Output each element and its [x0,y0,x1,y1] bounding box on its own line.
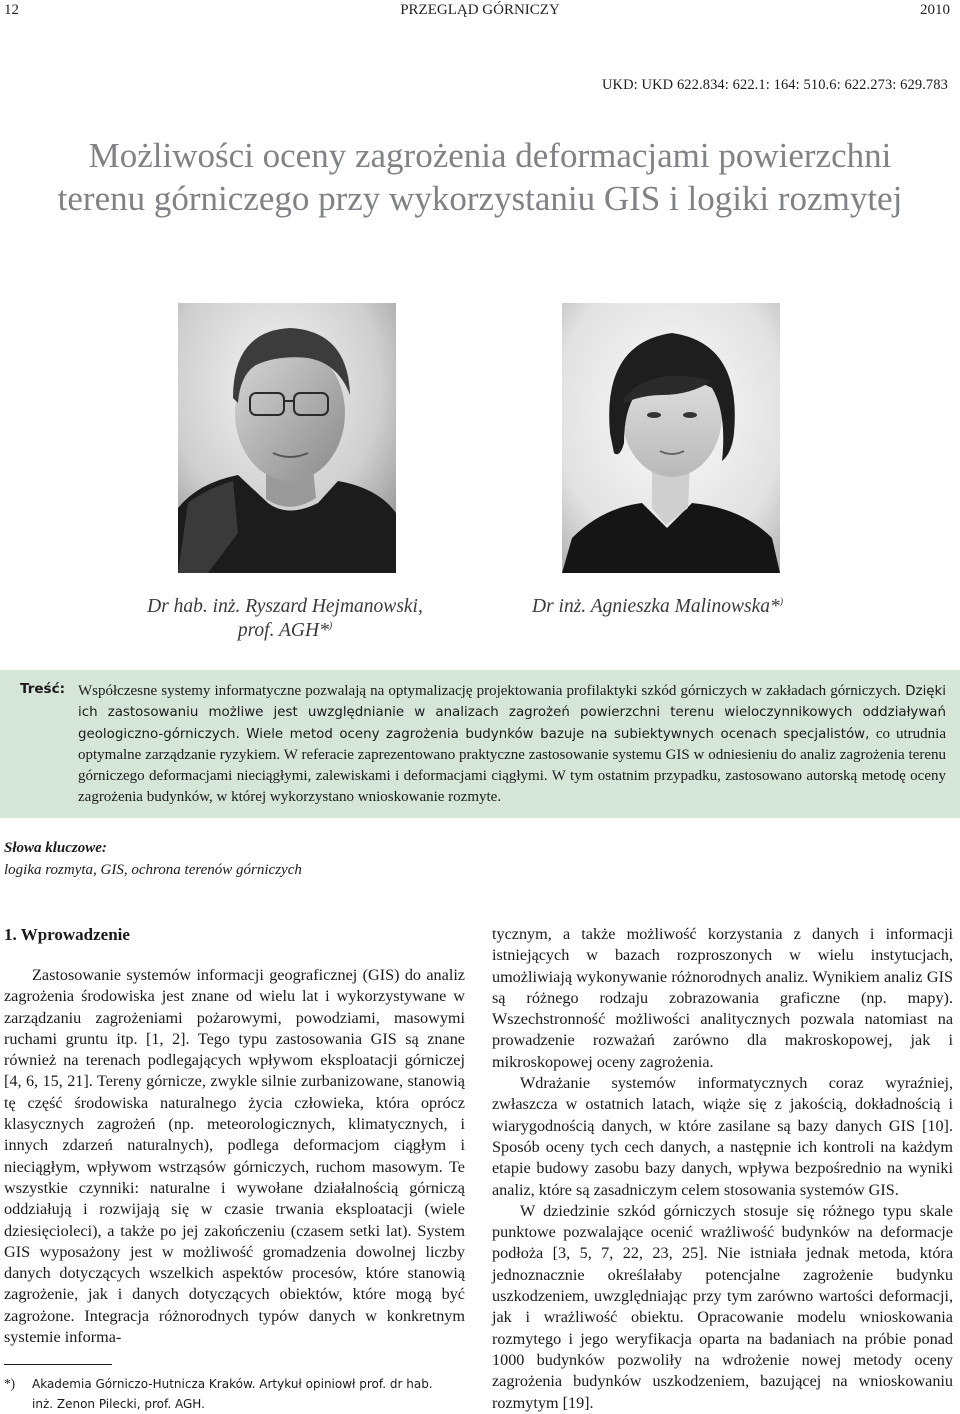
paragraph: Wdrażanie systemów informatycznych coraz wyraźniej, zwłaszcza w ostatnich latach, wiąże się z jakością, dokładnością i wiarygodnością danych, w które zasilane są bazy danych GIS [10]. Sposób oceny tych cech danych, a następnie ich kontroli na każdym etapie budowy zasobu bazy danych, wpływa bezpośrednio na wyniki analiz, które są zasadniczym celem stosowania systemów GIS. [492,1074,953,1199]
author-1-line-1: Dr hab. inż. Ryszard Hejmanowski, [147,596,423,617]
footnote-line-2: inż. Zenon Pilecki, prof. AGH. [32,1397,205,1411]
paragraph: tycznym, a także możliwość korzystania z danych i informacji istniejących w bazach rozproszonych w wielu instytucjach, umożliwiają wykonywanie różnorodnych analiz. Wynikiem analiz GIS są różnego rodzaju zobrazowania graficzne (np. mapy). Wszechstronność możliwości analitycznych pozwala natomiast na prowadzenie rozważań zarówno dla makroskopowej, jak i mikroskopowej oceny zagrożenia. [492,925,953,1071]
footnote [4,1374,474,1414]
title-line-2: terenu górniczego przy wykorzystaniu GIS i logiki rozmytej [57,179,903,218]
journal-name: PRZEGLĄD GÓRNICZY [400,2,560,18]
footnote-rule [4,1364,112,1365]
article-title [0,134,960,220]
author-2-footnote-mark: ) [779,596,784,608]
abstract-text [78,681,946,809]
footnote-mark: *) [4,1376,16,1391]
author-photo-hejmanowski [178,303,396,573]
author-caption-hejmanowski [120,595,450,643]
author-photo-malinowska [562,303,780,573]
publication-year: 2010 [920,2,950,18]
abstract-box [0,670,960,818]
abstract-part-3: co utrudnia optymalne zarządzanie ryzykiem. W referacie zaprezentowano praktyczne zastosowanie systemu GIS w odniesieniu do analiz zagrożenia terenu górniczego deformacjami nieciągłymi, zalewiskami i deformacjami ciągłymi. W tym ostatnim przypadku, zastosowano autorską metodę oceny zagrożenia budynków, w której wykorzystano wnioskowanie rozmyte. [78,725,946,806]
keywords-heading: Słowa kluczowe: [4,840,107,856]
keywords-text: logika rozmyta, GIS, ochrona terenów górniczych [4,862,302,878]
abstract-part-2: Dzięki ich zastosowaniu możliwe jest uwzględnianie w analizach zagrożeń powierzchni terenu wieloczynnikowych oddziaływań geologiczno-górniczych. Wiele metod oceny zagrożenia budynków bazuje na subiektywnych ocenach specjalistów, [78,684,947,742]
right-column [492,924,953,1414]
section-heading: 1. Wprowadzenie [4,925,130,944]
paragraph: W dziedzinie szkód górniczych stosuje się różnego typu skale punktowe pozwalające ocenić wrażliwość budynków na deformacje podłoża [3, 5, 7, 22, 23, 25]. Nie istniała jednak metoda, która jednoznacznie określałaby potencjalne zagrożenie budynku uszkodzeniem, uwzględniając przy tym zarówno wartości deformacji, jak i wrażliwość obiektu. Opracowanie modelu wnioskowania rozmytego i jego weryfikacja oparta na badaniach na próbie ponad 1000 budynków pozwoliły na wdrożenie nowej metody oceny zagrożenia budynków uszkodzeniem, bazującej na wnioskowaniu rozmytym [19]. [492,1201,953,1412]
left-column [4,965,465,1348]
abstract-label: Treść: [20,681,65,697]
author-1-footnote-mark: ) [328,620,333,632]
author-1-line-2: prof. AGH*) [237,620,333,641]
footnote-line-1: Akademia Górniczo-Hutnicza Kraków. Artykuł opiniowł prof. dr hab. [32,1377,433,1391]
abstract-part-1: Współczesne systemy informatyczne pozwalają na optymalizację projektowania profilaktyki szkód górniczych w zakładach górniczych. [78,683,901,699]
author-2-name: Dr inż. Agnieszka Malinowska* [532,596,780,617]
title-line-1: Możliwości oceny zagrożenia deformacjami powierzchni [88,136,892,175]
page-number: 12 [4,2,19,18]
udk-classification: UKD: UKD 622.834: 622.1: 164: 510.6: 622.273: 629.783 [601,77,948,93]
author-caption-malinowska [532,595,783,619]
paragraph: Zastosowanie systemów informacji geograficznej (GIS) do analiz zagrożenia środowiska jest znane od wielu lat i wykorzystywane w zarządzaniu zagrożeniami pożarowymi, powodziami, masowymi ruchami gruntu itp. [1, 2]. Tego typu zastosowania GIS są znane również na terenach podlegających wpływom eksploatacji górniczej [4, 6, 15, 21]. Tereny górnicze, zwykle silnie zurbanizowane, stanowią tę część środowiska naturalnego życia człowieka, która oprócz klasycznych zagrożeń (np. meteorologicznych, klimatycznych, i innych zdarzeń naturalnych), podlega deformacjom ciągłym i nieciągłym, wpływom wstrząsów górniczych, ruchom masowym. Te wszystkie czynniki: naturalne i wywołane działalnością górniczą oddziałują i rozwijają się w czasie trwania eksploatacji (wiele dziesięcioleci), a także po jej zakończeniu (czasem setki lat). System GIS wyposażony jest w możliwość gromadzenia dowolnej liczby danych dotyczących wszelkich aspektów procesów, które stanowią zagrożenie, jak i danych dotyczących obiektów, które mogą być zagrożone. Integracja różnorodnych typów danych w konkretnym systemie informa- [4,966,465,1347]
